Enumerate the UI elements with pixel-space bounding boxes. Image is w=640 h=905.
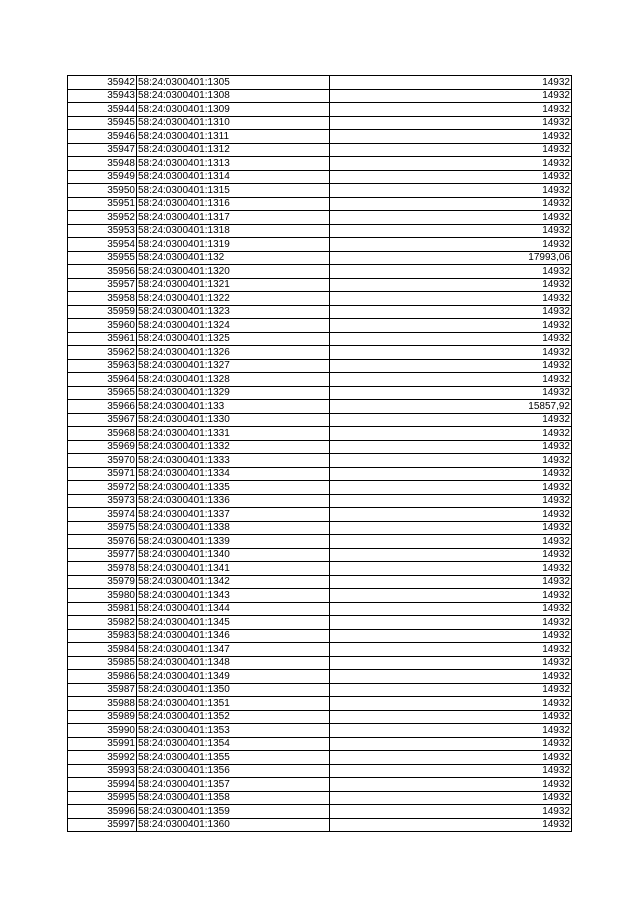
row-number-cell: 35968 [68,427,137,441]
cadastral-number-cell: 58:24:0300401:1352 [137,710,330,724]
row-number-cell: 35969 [68,440,137,454]
table-body [68,76,572,832]
cadastral-number-cell: 58:24:0300401:1308 [137,89,330,103]
table-row [68,103,572,117]
cadastral-number-cell: 58:24:0300401:1330 [137,413,330,427]
table-row [68,602,572,616]
row-number-cell: 35944 [68,103,137,117]
row-number-cell: 35956 [68,265,137,279]
table-row [68,683,572,697]
row-number-cell: 35943 [68,89,137,103]
cadastral-number-cell: 58:24:0300401:1315 [137,184,330,198]
row-number-cell: 35986 [68,670,137,684]
row-number-cell: 35993 [68,764,137,778]
cadastral-number-cell: 58:24:0300401:132 [137,251,330,265]
row-number-cell: 35996 [68,805,137,819]
value-cell: 14932 [330,805,572,819]
table-row [68,454,572,468]
value-cell: 14932 [330,197,572,211]
row-number-cell: 35948 [68,157,137,171]
row-number-cell: 35957 [68,278,137,292]
row-number-cell: 35942 [68,76,137,90]
cadastral-number-cell: 58:24:0300401:1336 [137,494,330,508]
table-row [68,373,572,387]
row-number-cell: 35965 [68,386,137,400]
cadastral-number-cell: 58:24:0300401:1313 [137,157,330,171]
table-row [68,184,572,198]
value-cell: 14932 [330,494,572,508]
cadastral-number-cell: 58:24:0300401:1355 [137,751,330,765]
row-number-cell: 35955 [68,251,137,265]
cadastral-number-cell: 58:24:0300401:1326 [137,346,330,360]
value-cell: 14932 [330,184,572,198]
row-number-cell: 35984 [68,643,137,657]
row-number-cell: 35977 [68,548,137,562]
cadastral-number-cell: 58:24:0300401:1327 [137,359,330,373]
value-cell: 14932 [330,616,572,630]
table-row [68,616,572,630]
value-cell: 14932 [330,305,572,319]
table-row [68,751,572,765]
table-row [68,670,572,684]
cadastral-number-cell: 58:24:0300401:1350 [137,683,330,697]
cadastral-number-cell: 58:24:0300401:1318 [137,224,330,238]
table-row [68,521,572,535]
cadastral-number-cell: 58:24:0300401:1338 [137,521,330,535]
row-number-cell: 35953 [68,224,137,238]
cadastral-number-cell: 58:24:0300401:1357 [137,778,330,792]
row-number-cell: 35952 [68,211,137,225]
value-cell: 14932 [330,130,572,144]
row-number-cell: 35945 [68,116,137,130]
value-cell: 15857,92 [330,400,572,414]
table-row [68,791,572,805]
cadastral-number-cell: 58:24:0300401:1340 [137,548,330,562]
table-row [68,589,572,603]
row-number-cell: 35964 [68,373,137,387]
value-cell: 14932 [330,157,572,171]
row-number-cell: 35958 [68,292,137,306]
row-number-cell: 35966 [68,400,137,414]
table-row [68,211,572,225]
table-row [68,629,572,643]
row-number-cell: 35971 [68,467,137,481]
cadastral-number-cell: 58:24:0300401:1351 [137,697,330,711]
row-number-cell: 35980 [68,589,137,603]
value-cell: 14932 [330,211,572,225]
table-row [68,575,572,589]
table-row [68,386,572,400]
value-cell: 14932 [330,589,572,603]
cadastral-number-cell: 58:24:0300401:1314 [137,170,330,184]
cadastral-number-cell: 58:24:0300401:1325 [137,332,330,346]
table-row [68,89,572,103]
value-cell: 14932 [330,467,572,481]
cadastral-number-cell: 58:24:0300401:1360 [137,818,330,832]
cadastral-number-cell: 58:24:0300401:1312 [137,143,330,157]
table-row [68,643,572,657]
row-number-cell: 35997 [68,818,137,832]
value-cell: 14932 [330,89,572,103]
value-cell: 14932 [330,413,572,427]
value-cell: 14932 [330,116,572,130]
value-cell: 14932 [330,710,572,724]
value-cell: 14932 [330,224,572,238]
row-number-cell: 35970 [68,454,137,468]
table-row [68,656,572,670]
cadastral-number-cell: 58:24:0300401:1344 [137,602,330,616]
row-number-cell: 35946 [68,130,137,144]
cadastral-number-cell: 58:24:0300401:1335 [137,481,330,495]
row-number-cell: 35950 [68,184,137,198]
table-row [68,143,572,157]
cadastral-number-cell: 58:24:0300401:1347 [137,643,330,657]
row-number-cell: 35954 [68,238,137,252]
cadastral-number-cell: 58:24:0300401:1321 [137,278,330,292]
value-cell: 14932 [330,778,572,792]
row-number-cell: 35972 [68,481,137,495]
row-number-cell: 35990 [68,724,137,738]
cadastral-number-cell: 58:24:0300401:1339 [137,535,330,549]
row-number-cell: 35982 [68,616,137,630]
row-number-cell: 35979 [68,575,137,589]
row-number-cell: 35994 [68,778,137,792]
table-row [68,764,572,778]
table-row [68,265,572,279]
table-row [68,481,572,495]
value-cell: 14932 [330,373,572,387]
table-row [68,170,572,184]
cadastral-number-cell: 58:24:0300401:1311 [137,130,330,144]
cadastral-number-cell: 58:24:0300401:1353 [137,724,330,738]
table-row [68,346,572,360]
value-cell: 14932 [330,751,572,765]
value-cell: 14932 [330,818,572,832]
value-cell: 14932 [330,454,572,468]
value-cell: 14932 [330,575,572,589]
cadastral-number-cell: 58:24:0300401:1319 [137,238,330,252]
value-cell: 14932 [330,265,572,279]
value-cell: 14932 [330,562,572,576]
table-row [68,467,572,481]
cadastral-number-cell: 58:24:0300401:1348 [137,656,330,670]
value-cell: 14932 [330,535,572,549]
table-row [68,157,572,171]
table-row [68,292,572,306]
row-number-cell: 35981 [68,602,137,616]
table-row [68,562,572,576]
table-row [68,413,572,427]
table-row [68,494,572,508]
value-cell: 14932 [330,440,572,454]
table-row [68,697,572,711]
row-number-cell: 35995 [68,791,137,805]
value-cell: 14932 [330,670,572,684]
table-row [68,440,572,454]
value-cell: 14932 [330,764,572,778]
row-number-cell: 35974 [68,508,137,522]
value-cell: 14932 [330,278,572,292]
value-cell: 14932 [330,629,572,643]
row-number-cell: 35959 [68,305,137,319]
value-cell: 14932 [330,548,572,562]
table-row [68,278,572,292]
row-number-cell: 35967 [68,413,137,427]
value-cell: 14932 [330,386,572,400]
value-cell: 14932 [330,737,572,751]
row-number-cell: 35989 [68,710,137,724]
value-cell: 14932 [330,602,572,616]
cadastral-number-cell: 58:24:0300401:1333 [137,454,330,468]
cadastral-number-cell: 58:24:0300401:1316 [137,197,330,211]
table-row [68,818,572,832]
cadastral-number-cell: 58:24:0300401:133 [137,400,330,414]
cadastral-number-cell: 58:24:0300401:1346 [137,629,330,643]
value-cell: 14932 [330,76,572,90]
table-row [68,238,572,252]
cadastral-number-cell: 58:24:0300401:1359 [137,805,330,819]
table-row [68,197,572,211]
row-number-cell: 35988 [68,697,137,711]
table-row [68,130,572,144]
value-cell: 14932 [330,697,572,711]
row-number-cell: 35978 [68,562,137,576]
table-row [68,710,572,724]
cadastral-number-cell: 58:24:0300401:1324 [137,319,330,333]
table-row [68,508,572,522]
row-number-cell: 35983 [68,629,137,643]
row-number-cell: 35963 [68,359,137,373]
table-row [68,224,572,238]
table-row [68,427,572,441]
table-row [68,805,572,819]
value-cell: 17993,06 [330,251,572,265]
value-cell: 14932 [330,643,572,657]
cadastral-number-cell: 58:24:0300401:1317 [137,211,330,225]
cadastral-number-cell: 58:24:0300401:1322 [137,292,330,306]
row-number-cell: 35949 [68,170,137,184]
row-number-cell: 35992 [68,751,137,765]
value-cell: 14932 [330,427,572,441]
row-number-cell: 35991 [68,737,137,751]
value-cell: 14932 [330,143,572,157]
cadastral-number-cell: 58:24:0300401:1331 [137,427,330,441]
table-row [68,305,572,319]
cadastral-number-cell: 58:24:0300401:1334 [137,467,330,481]
table-row [68,778,572,792]
value-cell: 14932 [330,683,572,697]
row-number-cell: 35960 [68,319,137,333]
cadastral-number-cell: 58:24:0300401:1332 [137,440,330,454]
cadastral-number-cell: 58:24:0300401:1356 [137,764,330,778]
table-row [68,724,572,738]
cadastral-number-cell: 58:24:0300401:1358 [137,791,330,805]
table-row [68,400,572,414]
row-number-cell: 35961 [68,332,137,346]
value-cell: 14932 [330,359,572,373]
cadastral-number-cell: 58:24:0300401:1354 [137,737,330,751]
row-number-cell: 35975 [68,521,137,535]
value-cell: 14932 [330,170,572,184]
table-row [68,251,572,265]
cadastral-number-cell: 58:24:0300401:1345 [137,616,330,630]
value-cell: 14932 [330,332,572,346]
value-cell: 14932 [330,791,572,805]
value-cell: 14932 [330,103,572,117]
value-cell: 14932 [330,656,572,670]
table-row [68,319,572,333]
table-row [68,535,572,549]
cadastral-number-cell: 58:24:0300401:1337 [137,508,330,522]
cadastral-number-cell: 58:24:0300401:1305 [137,76,330,90]
value-cell: 14932 [330,481,572,495]
value-cell: 14932 [330,521,572,535]
row-number-cell: 35976 [68,535,137,549]
row-number-cell: 35987 [68,683,137,697]
cadastral-number-cell: 58:24:0300401:1342 [137,575,330,589]
row-number-cell: 35947 [68,143,137,157]
value-cell: 14932 [330,319,572,333]
table-row [68,737,572,751]
table-row [68,548,572,562]
table-row [68,332,572,346]
cadastral-number-cell: 58:24:0300401:1341 [137,562,330,576]
table-row [68,359,572,373]
row-number-cell: 35951 [68,197,137,211]
value-cell: 14932 [330,238,572,252]
cadastral-number-cell: 58:24:0300401:1329 [137,386,330,400]
row-number-cell: 35962 [68,346,137,360]
cadastral-number-cell: 58:24:0300401:1349 [137,670,330,684]
value-cell: 14932 [330,724,572,738]
data-table [67,75,572,832]
cadastral-number-cell: 58:24:0300401:1320 [137,265,330,279]
cadastral-number-cell: 58:24:0300401:1323 [137,305,330,319]
cadastral-number-cell: 58:24:0300401:1310 [137,116,330,130]
cadastral-number-cell: 58:24:0300401:1343 [137,589,330,603]
cadastral-number-cell: 58:24:0300401:1309 [137,103,330,117]
value-cell: 14932 [330,346,572,360]
value-cell: 14932 [330,508,572,522]
cadastral-number-cell: 58:24:0300401:1328 [137,373,330,387]
value-cell: 14932 [330,292,572,306]
table-row [68,76,572,90]
table-row [68,116,572,130]
row-number-cell: 35973 [68,494,137,508]
row-number-cell: 35985 [68,656,137,670]
